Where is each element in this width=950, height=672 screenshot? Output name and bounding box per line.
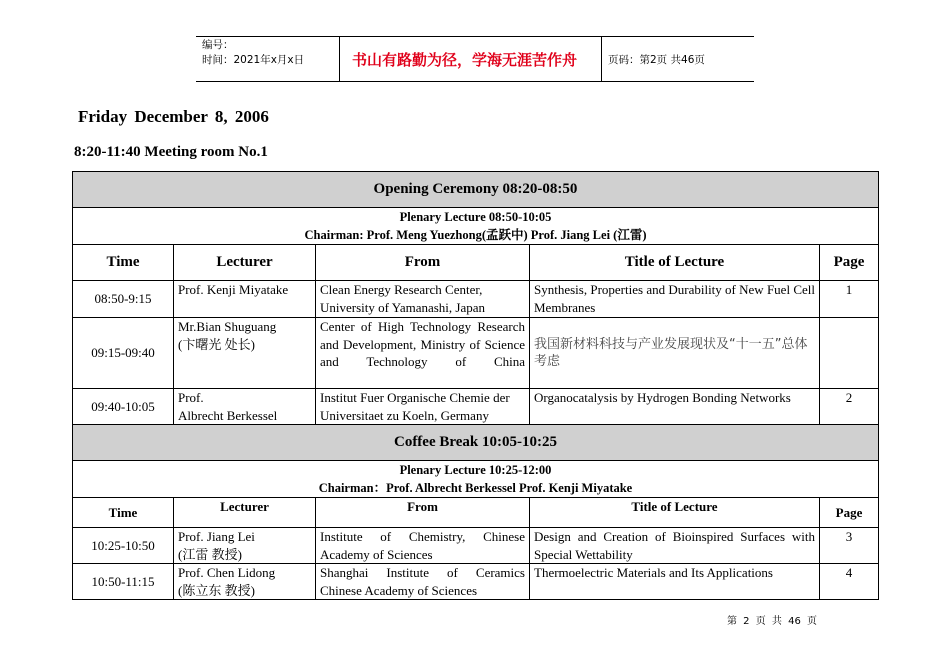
col-title: Title of Lecture <box>530 245 820 281</box>
session-line: 8:20-11:40 Meeting room No.1 <box>74 144 268 160</box>
plenary-1-title: Plenary Lecture 08:50-10:05 <box>399 210 552 224</box>
header-meta <box>196 37 340 81</box>
lecturer-name: Prof. Chen Lidong <box>178 565 276 580</box>
page-footer: 第 2 页 共 46 页 <box>727 616 817 627</box>
lecturer-name-2: Albrecht Berkessel <box>178 407 278 423</box>
row-time: 10:50-11:15 <box>73 564 174 600</box>
col-time: Time <box>73 498 174 528</box>
lecturer-name: Mr.Bian Shuguang <box>178 319 277 334</box>
schedule-table <box>72 171 879 600</box>
table-row <box>73 318 879 389</box>
header-date-label: 时间：2021年x月x日 <box>202 54 305 66</box>
opening-ceremony-row <box>73 172 879 208</box>
col-from: From <box>316 245 530 281</box>
row-page: 1 <box>820 281 879 318</box>
row-from: Shanghai Institute of Ceramics Chinese Academy of Sciences <box>316 564 530 600</box>
row-from: Center of High Technology Research and Development, Ministry of Science and Technology of China <box>316 318 530 389</box>
row-title: 我国新材料科技与产业发展现状及“十一五”总体考虑 <box>530 318 820 389</box>
row-title: Organocatalysis by Hydrogen Bonding Networks <box>530 389 820 425</box>
table-row <box>73 564 879 600</box>
col-page: Page <box>820 245 879 281</box>
col-lecturer: Lecturer <box>174 245 316 281</box>
header-motto: 书山有路勤为径，学海无涯苦作舟 <box>340 37 602 81</box>
col-time: Time <box>73 245 174 281</box>
lecturer-name: Prof. Kenji Miyatake <box>178 282 289 297</box>
lecturer-cn-name: (卞曙光 处长) <box>178 336 255 352</box>
row-lecturer <box>174 281 316 318</box>
plenary-header-row <box>73 208 879 245</box>
row-page <box>820 318 879 389</box>
row-from: Clean Energy Research Center, University of Yamanashi, Japan <box>316 281 530 318</box>
lecturer-cn-name: (江雷 教授) <box>178 546 242 562</box>
opening-ceremony: Opening Ceremony 08:20-08:50 <box>73 172 879 208</box>
plenary-lecture-1 <box>73 208 879 245</box>
row-time: 09:15-09:40 <box>73 318 174 389</box>
plenary-lecture-2 <box>73 461 879 498</box>
page-header <box>196 36 754 82</box>
table-row <box>73 281 879 318</box>
row-page: 3 <box>820 528 879 564</box>
row-page: 2 <box>820 389 879 425</box>
col-page: Page <box>820 498 879 528</box>
plenary-2-title: Plenary Lecture 10:25-12:00 <box>399 463 552 477</box>
column-header-row <box>73 245 879 281</box>
plenary-header-row <box>73 461 879 498</box>
row-from <box>316 528 530 564</box>
coffee-break-row <box>73 425 879 461</box>
header-page-code: 页码：第2页 共46页 <box>608 53 705 66</box>
table-row <box>73 528 879 564</box>
row-time: 08:50-9:15 <box>73 281 174 318</box>
from-line-2: Academy of Sciences <box>320 546 433 562</box>
row-time: 10:25-10:50 <box>73 528 174 564</box>
lecturer-cn-name: (陈立东 教授) <box>178 582 255 598</box>
lecturer-name: Prof. Jiang Lei <box>178 529 255 544</box>
from-line-1: Institute of Chemistry, Chinese <box>320 529 525 544</box>
lecturer-name: Prof. <box>178 390 204 405</box>
col-from: From <box>316 498 530 528</box>
row-title: Synthesis, Properties and Durability of New Fuel Cell Membranes <box>530 281 820 318</box>
row-title: Thermoelectric Materials and Its Applications <box>530 564 820 600</box>
plenary-1-chairman: Chairman: Prof. Meng Yuezhong(孟跃中) Prof. Jiang Lei (江雷) <box>304 228 647 242</box>
row-lecturer <box>174 389 316 425</box>
col-lecturer: Lecturer <box>174 498 316 528</box>
plenary-2-chairman: Chairman：Prof. Albrecht Berkessel Prof. Kenji Miyatake <box>318 481 633 495</box>
row-from: Institut Fuer Organische Chemie der Universitaet zu Koeln, Germany <box>316 389 530 425</box>
table-row <box>73 389 879 425</box>
row-page: 4 <box>820 564 879 600</box>
coffee-break: Coffee Break 10:05-10:25 <box>73 425 879 461</box>
row-lecturer <box>174 564 316 600</box>
row-title: Design and Creation of Bioinspired Surfaces with Special Wettability <box>530 528 820 564</box>
header-number-label: 编号： <box>202 39 234 51</box>
row-time: 09:40-10:05 <box>73 389 174 425</box>
column-header-row <box>73 498 879 528</box>
day-title: Friday December 8, 2006 <box>78 107 269 126</box>
row-lecturer <box>174 318 316 389</box>
col-title: Title of Lecture <box>530 498 820 528</box>
row-lecturer <box>174 528 316 564</box>
